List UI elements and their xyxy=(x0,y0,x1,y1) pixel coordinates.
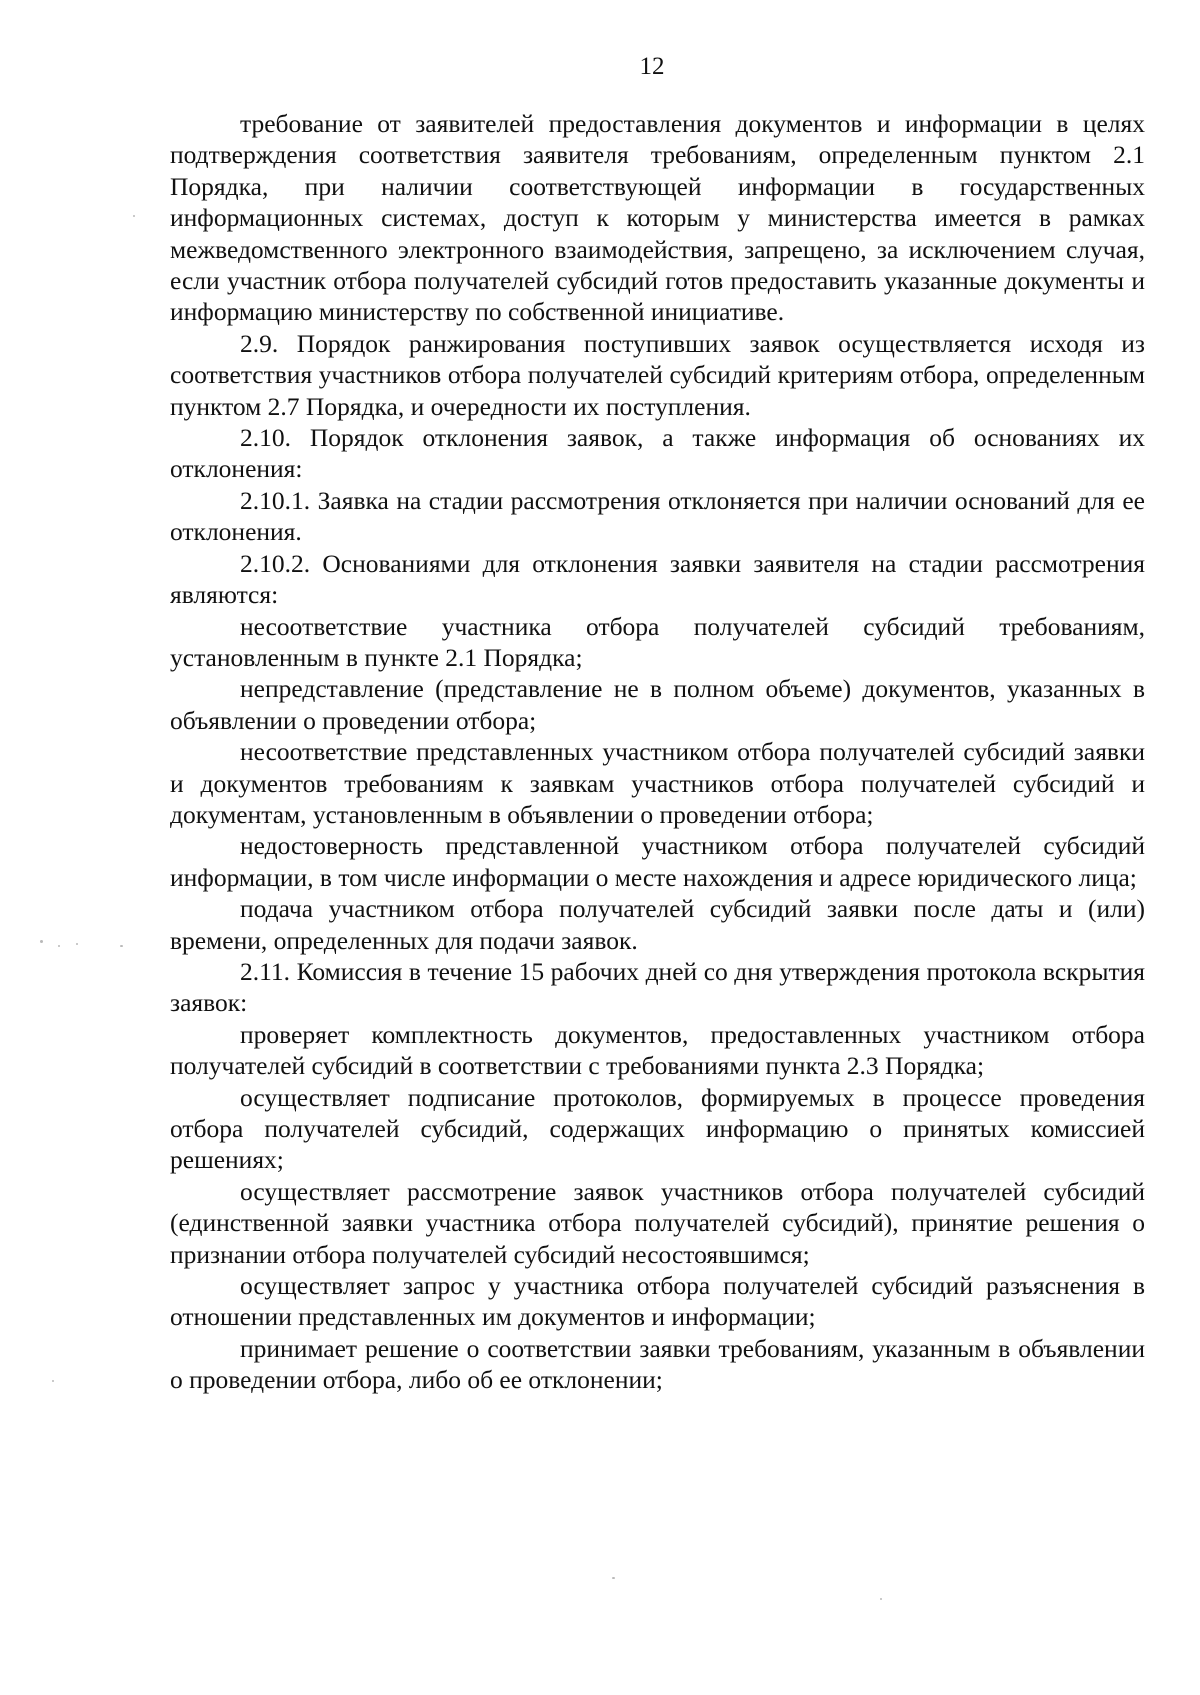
paragraph-2-10: 2.10. Порядок отклонения заявок, а также информация об основаниях их отклонения: xyxy=(170,423,1145,484)
list-item-makes-decision: принимает решение о соответствии заявки требованиям, указанным в объявлении о проведении отбора, либо об ее отклонении; xyxy=(170,1333,1145,1395)
list-item-checks-completeness: проверяет комплектность документов, предоставленных участником отбора получателей субсидий в соответствии с требованиями пункта 2.3 Порядка; xyxy=(170,1019,1145,1081)
list-item-nonconformity: несоответствие участника отбора получателей субсидий требованиям, установленным в пункте 2.1 Порядка; xyxy=(170,611,1145,672)
scan-speck xyxy=(880,1598,882,1600)
document-body xyxy=(170,108,1145,1396)
paragraph-2-11: 2.11. Комиссия в течение 15 рабочих дней со дня утверждения протокола вскрытия заявок: xyxy=(170,956,1145,1018)
list-item-signs-protocols: осуществляет подписание протоколов, формируемых в процессе проведения отбора получателей субсидий, содержащих информацию о принятых комиссией решениях; xyxy=(170,1082,1145,1175)
scan-speck xyxy=(133,215,135,217)
scan-speck xyxy=(52,1380,54,1382)
list-item-requests-clarification: осуществляет запрос у участника отбора получателей субсидий разъяснения в отношении представленных им документов и информации; xyxy=(170,1271,1145,1332)
scan-speck xyxy=(58,945,60,947)
scan-speck xyxy=(40,940,43,943)
scan-speck xyxy=(612,1577,615,1579)
list-item-reviews-applications: осуществляет рассмотрение заявок участников отбора получателей субсидий (единственной заявки участника отбора получателей субсидий), принятие решения о признании отбора получателей субсидий несостоявшимся; xyxy=(170,1176,1145,1269)
list-item-nonsubmission: непредставление (представление не в полном объеме) документов, указанных в объявлении о проведении отбора; xyxy=(170,674,1145,735)
list-item-late-submission: подача участником отбора получателей субсидий заявки после даты и (или) времени, определенных для подачи заявок. xyxy=(170,894,1145,955)
list-item-requirements-mismatch: несоответствие представленных участником отбора получателей субсидий заявки и документов требованиям к заявкам участников отбора получателей субсидий и документам, установленным в объявлении о проведении отбора; xyxy=(170,737,1145,829)
page-number: 12 xyxy=(639,53,665,80)
paragraph-2-10-2: 2.10.2. Основаниями для отклонения заявки заявителя на стадии рассмотрения являются: xyxy=(170,548,1145,610)
scan-speck xyxy=(120,945,123,947)
scan-speck xyxy=(76,943,78,945)
paragraph-2-10-1: 2.10.1. Заявка на стадии рассмотрения отклоняется при наличии оснований для ее отклонения. xyxy=(170,485,1145,547)
paragraph-1: требование от заявителей предоставления документов и информации в целях подтверждения соответствия заявителя требованиям, определенным пунктом 2.1 Порядка, при наличии соответствующей информации в государственных информационных системах, доступ к которым у министерства имеется в рамках межведомственного электронного взаимодействия, запрещено, за исключением случая, если участник отбора получателей субсидий готов предоставить указанные документы и информацию министерству по собственной инициативе. xyxy=(170,109,1145,327)
list-item-unreliability: недостоверность представленной участником отбора получателей субсидий информации, в том числе информации о месте нахождения и адресе юридического лица; xyxy=(170,831,1145,892)
paragraph-2-9: 2.9. Порядок ранжирования поступивших заявок осуществляется исходя из соответствия участников отбора получателей субсидий критериям отбора, определенным пунктом 2.7 Порядка, и очередности их поступления. xyxy=(170,328,1145,421)
